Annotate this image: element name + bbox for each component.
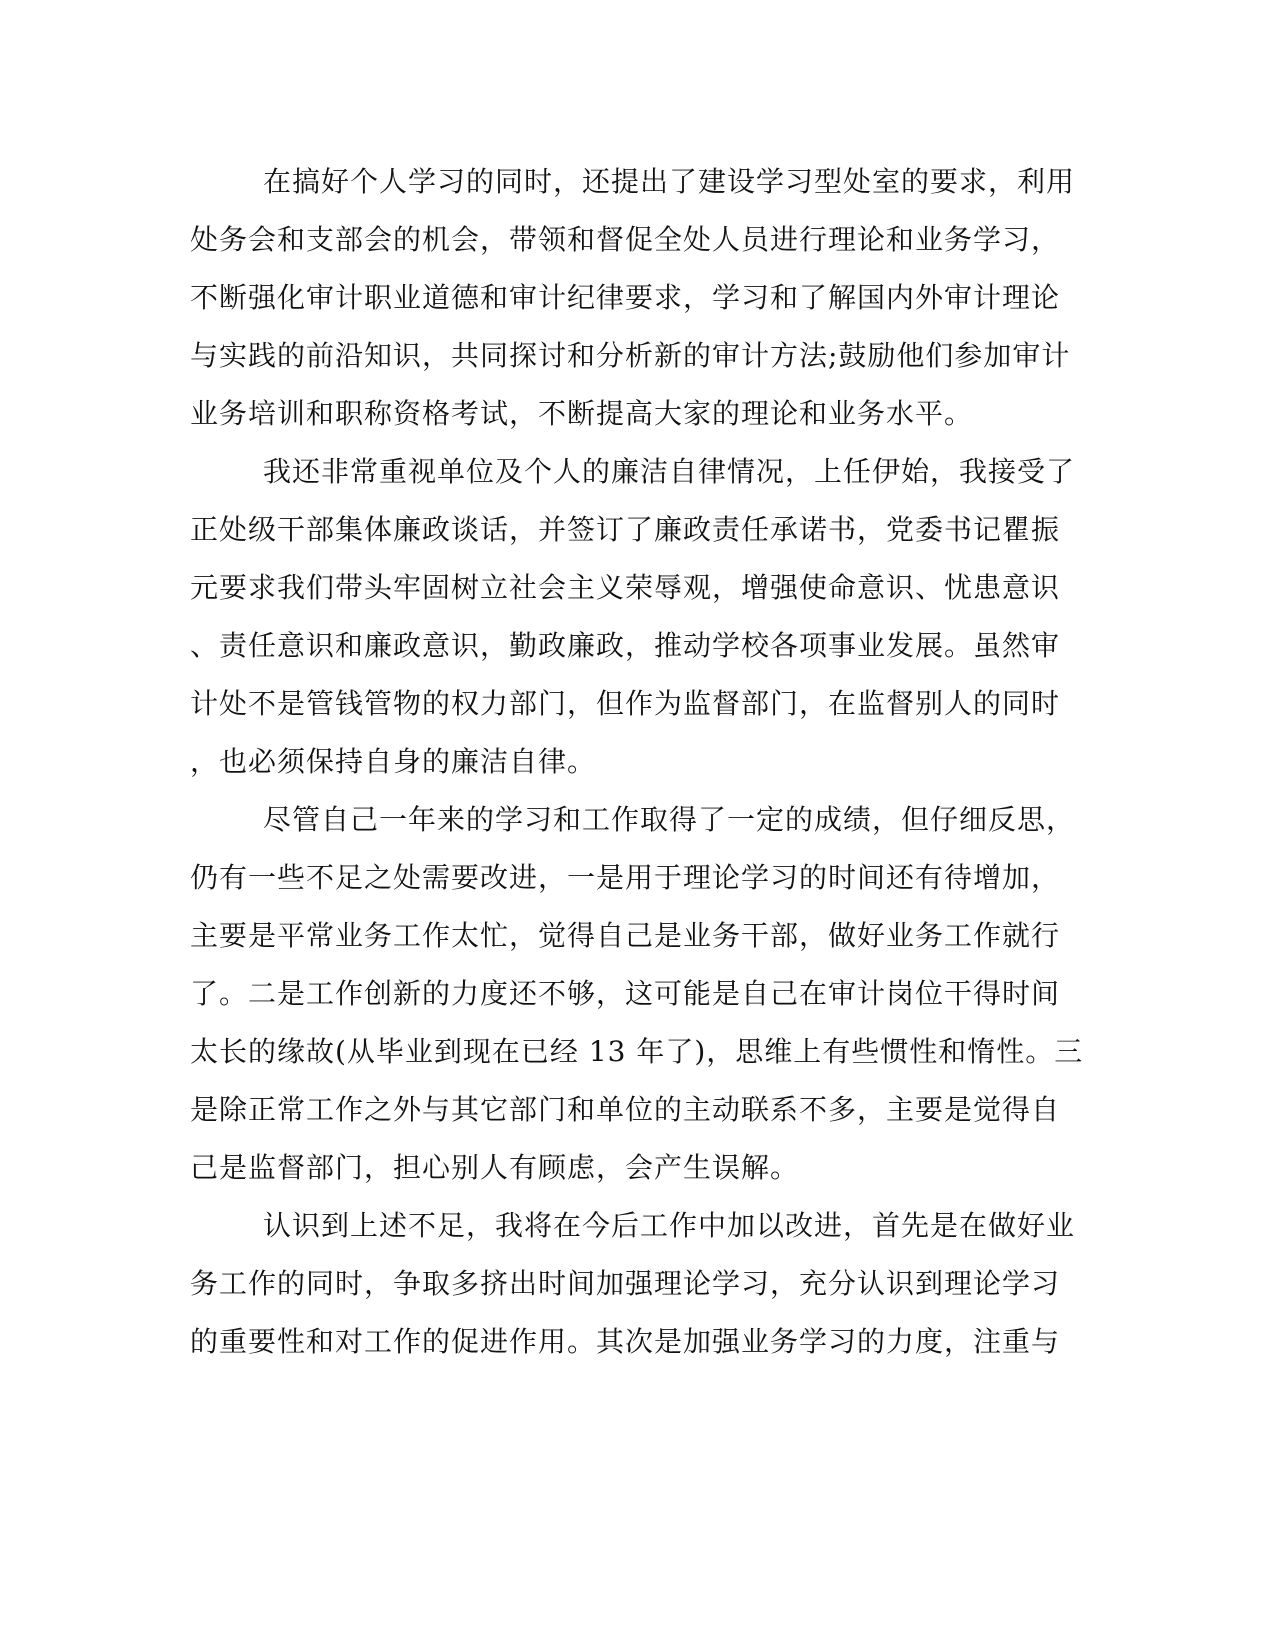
text-line: 的重要性和对工作的促进作用。其次是加强业务学习的力度，注重与 (190, 1325, 1061, 1358)
text-line: 不断强化审计职业道德和审计纪律要求，学习和了解国内外审计理论 (190, 281, 1061, 314)
text-line: 与实践的前沿知识，共同探讨和分析新的审计方法;鼓励他们参加审计 (190, 339, 1071, 372)
text-line: 是除正常工作之外与其它部门和单位的主动联系不多，主要是觉得自 (190, 1093, 1061, 1126)
text-line: 太长的缘故(从毕业到现在已经 13 年了)，思维上有些惯性和惰性。三 (190, 1035, 1084, 1068)
text-line: 仍有一些不足之处需要改进，一是用于理论学习的时间还有待增加， (190, 861, 1061, 894)
text-line: ，也必须保持自身的廉洁自律。 (190, 745, 597, 778)
text-line: 在搞好个人学习的同时，还提出了建设学习型处室的要求，利用 (263, 165, 1076, 198)
text-line: 我还非常重视单位及个人的廉洁自律情况，上任伊始，我接受了 (263, 455, 1076, 488)
text-line: 正处级干部集体廉政谈话，并签订了廉政责任承诺书，党委书记瞿振 (190, 513, 1061, 546)
text-line: 业务培训和职称资格考试，不断提高大家的理论和业务水平。 (190, 397, 974, 430)
text-line: 元要求我们带头牢固树立社会主义荣辱观，增强使命意识、忧患意识 (190, 571, 1061, 604)
text-line: 计处不是管钱管物的权力部门，但作为监督部门，在监督别人的同时 (190, 687, 1061, 720)
text-line: 了。二是工作创新的力度还不够，这可能是自己在审计岗位干得时间 (190, 977, 1061, 1010)
text-line: 认识到上述不足，我将在今后工作中加以改进，首先是在做好业 (263, 1209, 1076, 1242)
text-line: 尽管自己一年来的学习和工作取得了一定的成绩，但仔细反思， (263, 803, 1076, 836)
text-line: 、责任意识和廉政意识，勤政廉政，推动学校各项事业发展。虽然审 (190, 629, 1061, 662)
text-line: 己是监督部门，担心别人有顾虑，会产生误解。 (190, 1151, 800, 1184)
text-line: 处务会和支部会的机会，带领和督促全处人员进行理论和业务学习， (190, 223, 1061, 256)
text-line: 务工作的同时，争取多挤出时间加强理论学习，充分认识到理论学习 (190, 1267, 1061, 1300)
text-line: 主要是平常业务工作太忙，觉得自己是业务干部，做好业务工作就行 (190, 919, 1061, 952)
